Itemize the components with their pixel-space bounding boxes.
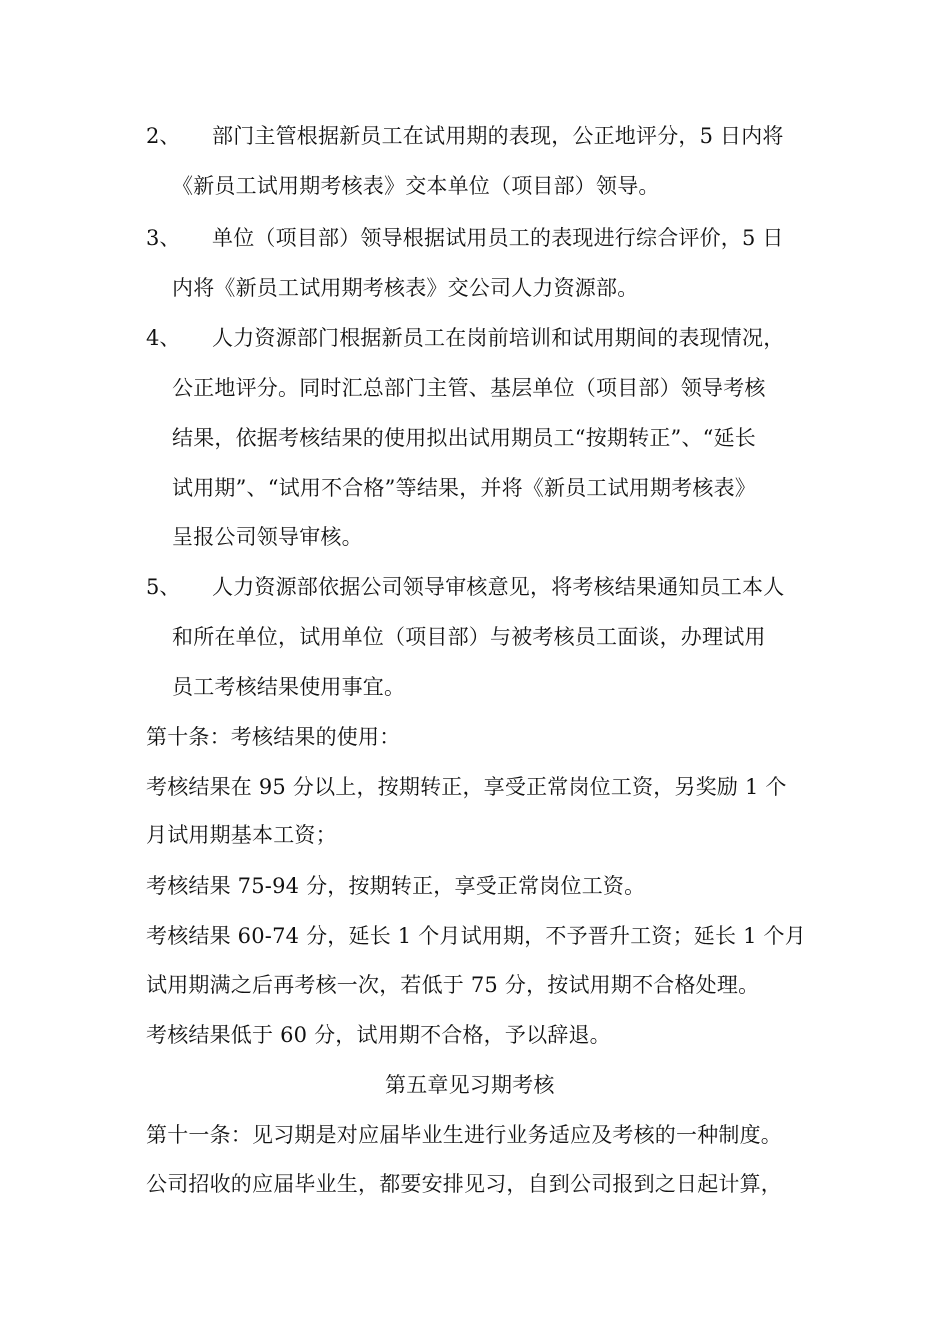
result-rule-3-line-1: 考核结果 60-74 分，延长 1 个月试用期，不予晋升工资；延长 1 个月 [146,924,806,948]
result-rule-2: 考核结果 75-94 分，按期转正，享受正常岗位工资。 [146,874,646,898]
item-4-line-5: 呈报公司领导审核。 [172,525,363,549]
article-11-line-1: 第十一条：见习期是对应届毕业生进行业务适应及考核的一种制度。 [146,1123,782,1147]
result-rule-1-line-2: 月试用期基本工资； [146,823,337,847]
item-3-line-1: 单位（项目部）领导根据试用员工的表现进行综合评价，5 日 [212,226,784,250]
chapter-heading: 第五章见习期考核 [385,1073,555,1097]
item-5-line-1: 人力资源部依据公司领导审核意见，将考核结果通知员工本人 [212,575,785,599]
article-11-line-2: 公司招收的应届毕业生，都要安排见习，自到公司报到之日起计算， [146,1172,782,1196]
item-3-line-2: 内将《新员工试用期考核表》交公司人力资源部。 [172,276,639,300]
item-5-line-3: 员工考核结果使用事宜。 [172,675,406,699]
result-rule-1-line-1: 考核结果在 95 分以上，按期转正，享受正常岗位工资，另奖励 1 个 [146,775,787,799]
item-4-line-3: 结果，依据考核结果的使用拟出试用期员工“按期转正”、“延长 [172,426,757,450]
item-4-line-1: 人力资源部门根据新员工在岗前培训和试用期间的表现情况， [212,326,785,350]
item-5-line-2: 和所在单位，试用单位（项目部）与被考核员工面谈，办理试用 [172,625,766,649]
item-2-line-2: 《新员工试用期考核表》交本单位（项目部）领导。 [172,174,660,198]
item-5-number: 5、 [146,575,181,599]
item-4-line-2: 公正地评分。同时汇总部门主管、基层单位（项目部）领导考核 [172,376,766,400]
item-2-number: 2、 [146,124,181,148]
item-4-number: 4、 [146,326,181,350]
result-rule-4: 考核结果低于 60 分，试用期不合格，予以辞退。 [146,1023,611,1047]
result-rule-3-line-2: 试用期满之后再考核一次，若低于 75 分，按试用期不合格处理。 [146,973,760,997]
item-4-line-4: 试用期”、“试用不合格”等结果，并将《新员工试用期考核表》 [172,476,757,500]
item-3-number: 3、 [146,226,181,250]
article-10-heading: 第十条：考核结果的使用： [146,725,401,749]
item-2-line-1: 部门主管根据新员工在试用期的表现，公正地评分，5 日内将 [212,124,784,148]
